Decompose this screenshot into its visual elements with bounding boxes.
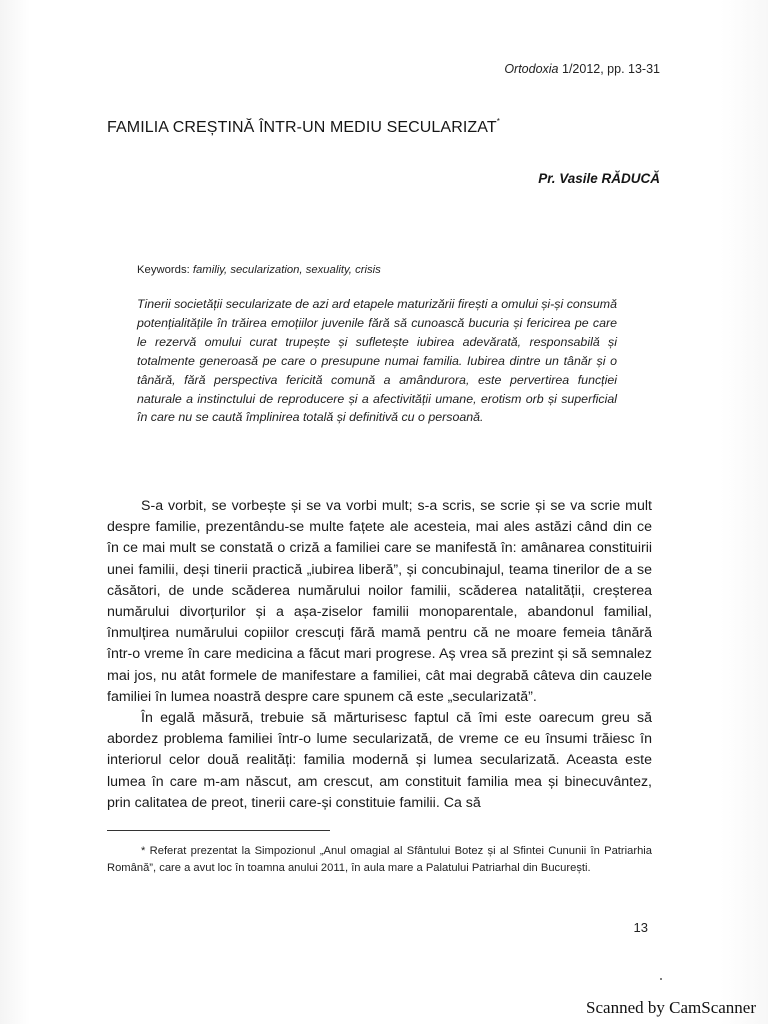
article-body (107, 496, 652, 814)
keywords-label: Keywords: (137, 264, 193, 276)
scan-artifact-dot (660, 978, 662, 980)
page-number: 13 (633, 920, 648, 935)
keywords-terms: familiy, secularization, sexuality, crisis (192, 264, 381, 276)
article-author: Pr. Vasile RĂDUCĂ (538, 171, 660, 186)
body-paragraph-2: În egală măsură, trebuie să mărturisesc faptul că îmi este oarecum greu să abordez problema familiei într-o lume secularizată, de vreme ce eu însumi trăiesc în interiorul celor două realități: familia modernă și lumea secularizată. Aceasta este lumea în care m-am născut, am crescut, am constituit familia mea și binecuvântez, prin calitatea de preot, tinerii care-și constituie familii. Ca să (107, 710, 652, 811)
footnote: * Referat prezentat la Simpozionul „Anul omagial al Sfântului Botez și al Sfintei Cununii în Patriarhia Română”, care a avut loc în toamna anului 2011, în aula mare a Palatului Patriarhal din București. (107, 845, 652, 874)
article-title (107, 119, 500, 137)
journal-citation (504, 62, 660, 76)
title-footnote-mark: * (496, 117, 500, 126)
journal-name: Ortodoxia (504, 62, 559, 76)
journal-issue: 1/2012, pp. 13-31 (558, 62, 660, 76)
scanner-watermark: Scanned by CamScanner (586, 998, 756, 1017)
article-title-text: FAMILIA CREȘTINĂ ÎNTR-UN MEDIU SECULARIZAT (107, 119, 497, 136)
footnote-divider (107, 830, 330, 831)
body-paragraph-1: S-a vorbit, se vorbește și se va vorbi mult; s-a scris, se scrie și se va scrie mult despre familie, prezentându-se multe fațete ale acesteia, mai ales astăzi când din ce în ce mai mult se constată o criză a familiei care se manifestă în: amânarea constituirii unei familii, deși tinerii practică „iubirea liberă”, și concubinajul, teama tinerilor de a se căsători, de unde scăderea numărului noilor familii, scăderea natalității, creșterea numărului divorțurilor și a așa-ziselor familii monoparentale, abandonul familial, înmulțirea numărului copiilor crescuți fără mamă pentru că ne moare femeia tânără într-o vreme în care medicina a făcut mari progrese. Aș vrea să prezint și să semnalez mai jos, nu atât formele de manifestare a familiei, cât mai degrabă câteva din cauzele familiei în lumea noastră despre care spunem că este „secularizată”. (107, 498, 652, 705)
abstract: Tinerii societății secularizate de azi ard etapele maturizării firești a omului și-și consumă potențialitățile în trăirea emoțiilor juvenile fără să cunoască bucuria și fericirea pe care le rezervă omului curat trupește și sufletește iubirea adevărată, responsabilă și totalmente generoasă pe care o presupune numai familia. Iubirea dintre un tânăr și o tânără, fără perspectiva fericită comună a amândurora, este pervertirea funcției naturale a instinctului de reproducere și a afectivității umane, erotism orb și superficial în care nu se caută împlinirea totală și definitivă cu o persoană. (137, 297, 617, 425)
keywords-line (137, 264, 381, 276)
